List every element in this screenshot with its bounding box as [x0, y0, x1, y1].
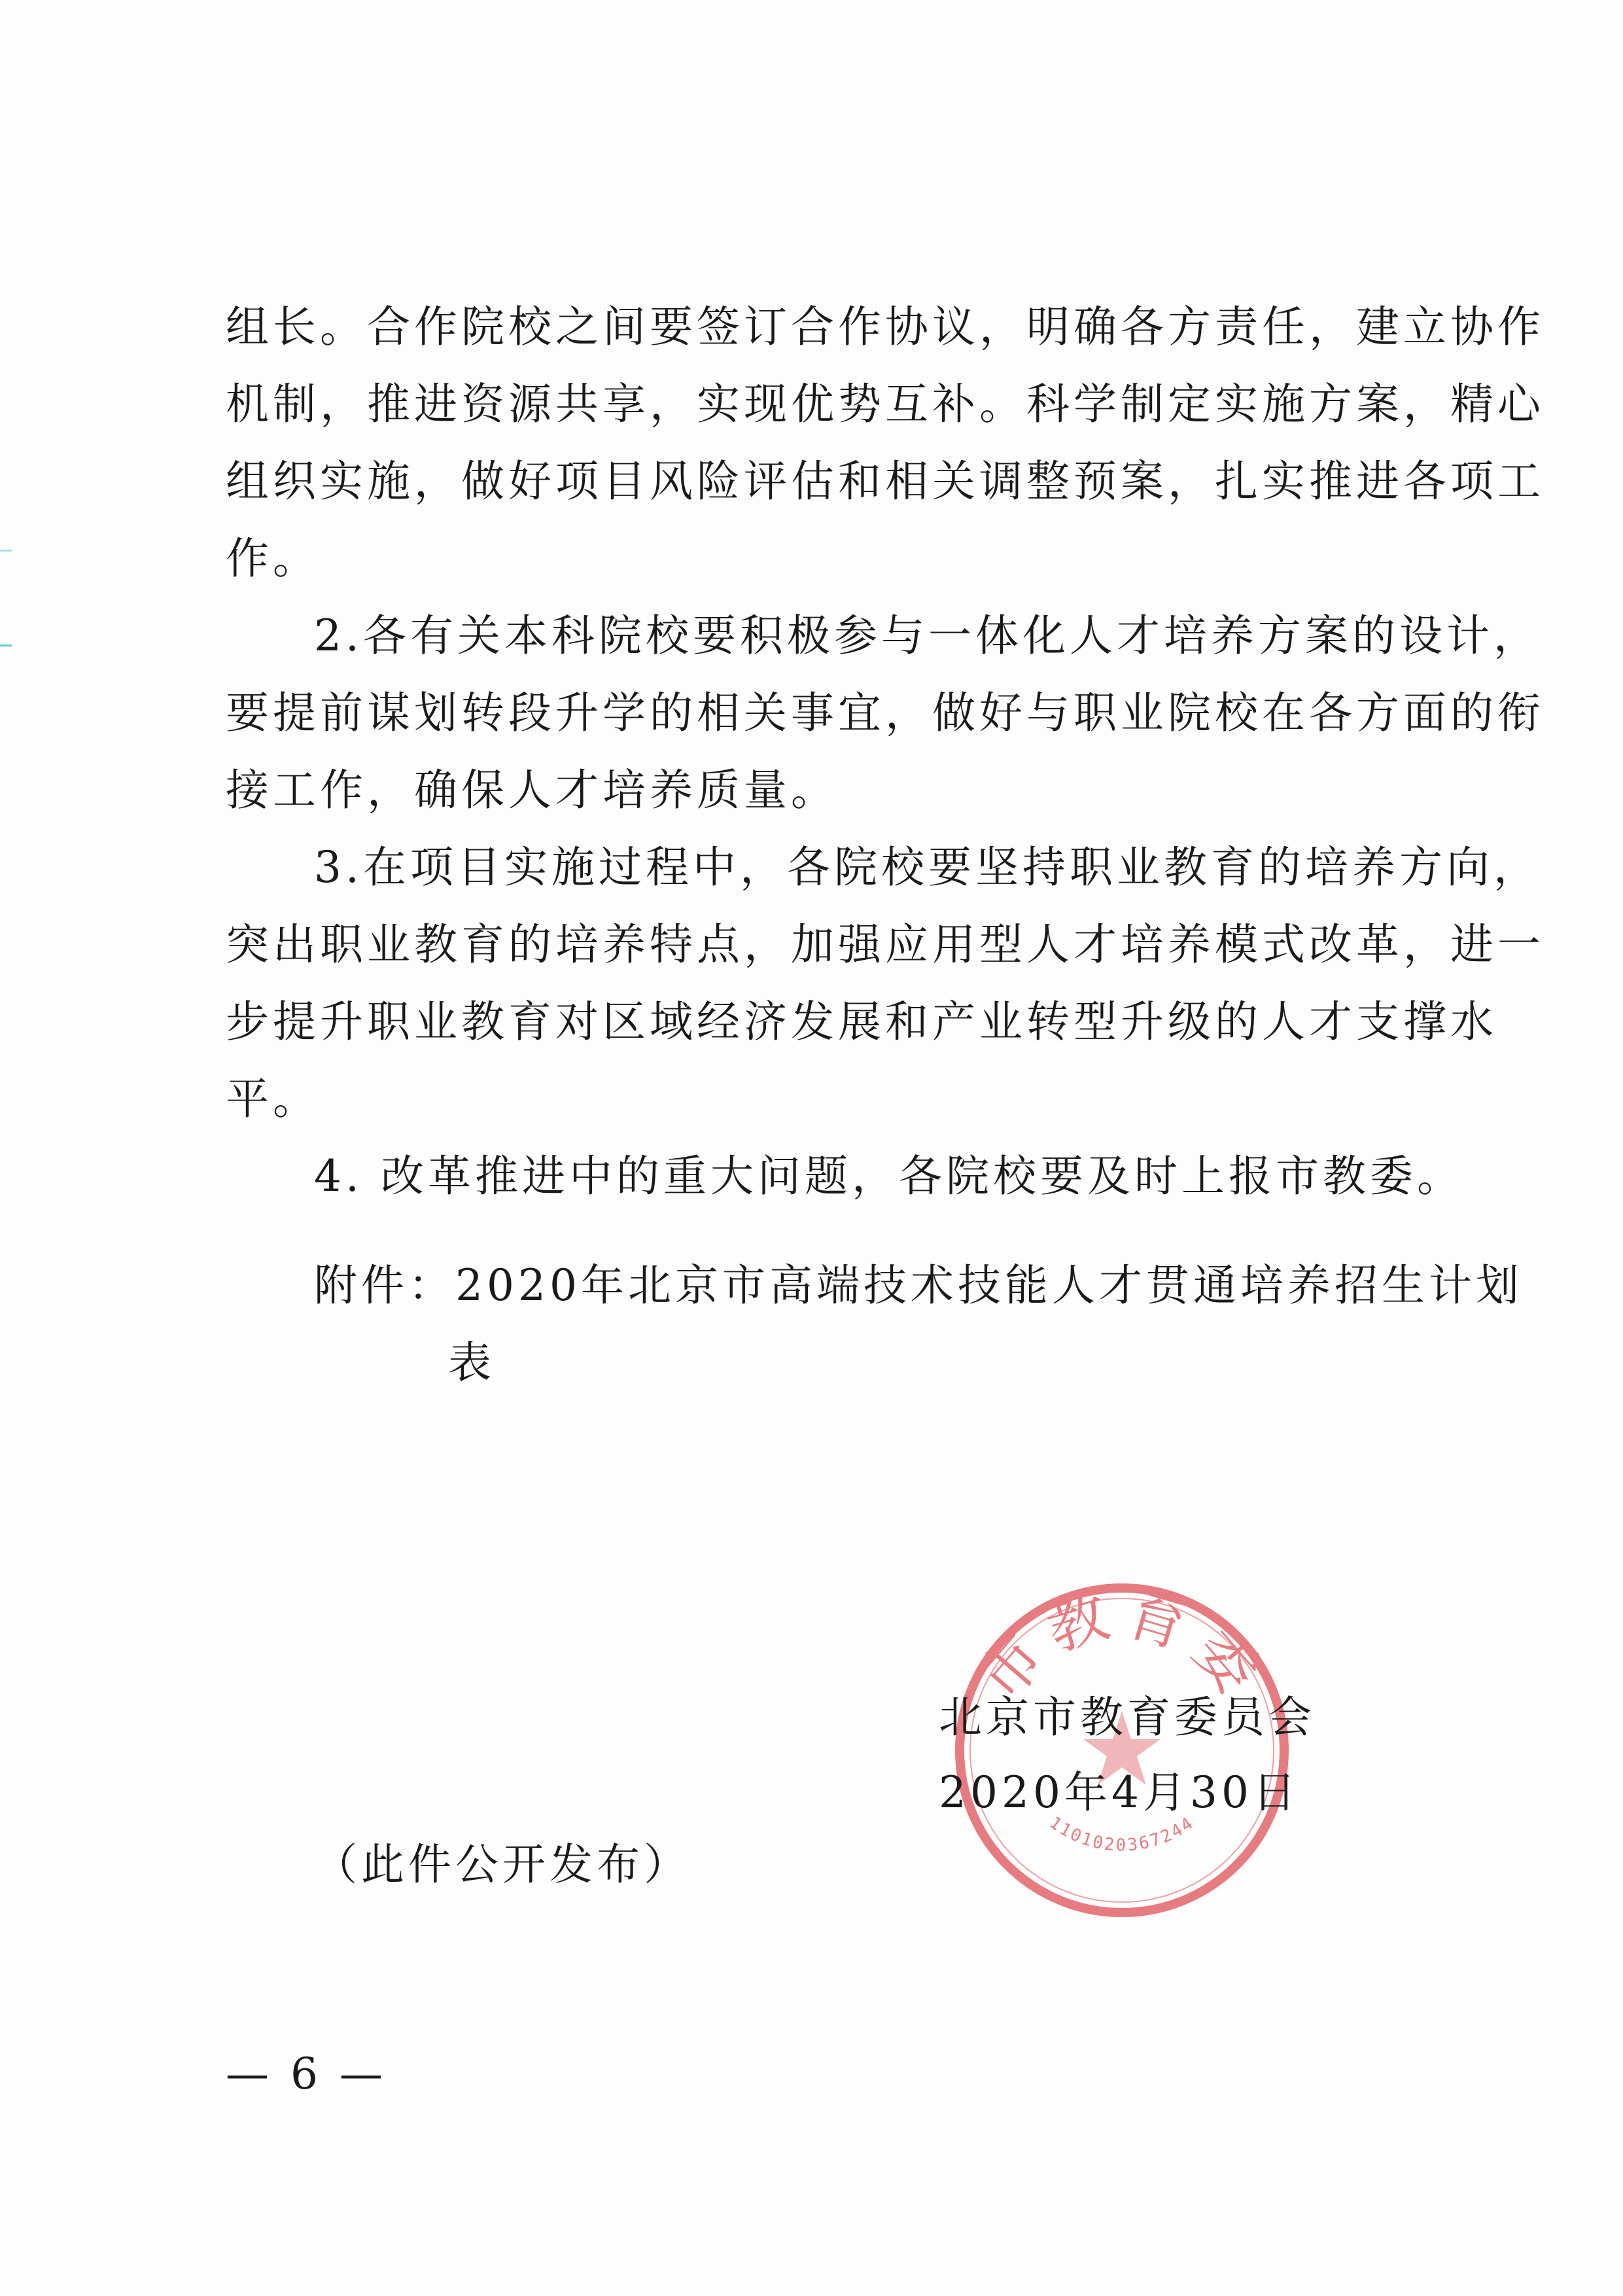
body-line: 突出职业教育的培养特点，加强应用型人才培养模式改革，进一: [226, 919, 1544, 970]
body-line: 步提升职业教育对区域经济发展和产业转型升级的人才支撑水: [226, 997, 1497, 1047]
body-line: 平。: [226, 1074, 320, 1124]
body-line: 2.各有关本科院校要积极参与一体化人才培养方案的设计，: [314, 610, 1541, 661]
body-line: 4. 改革推进中的重大问题，各院校要及时上报市教委。: [314, 1151, 1464, 1201]
body-line: 机制，推进资源共享，实现优势互补。科学制定实施方案，精心: [226, 379, 1544, 429]
seal-text: 市教育委: [965, 1578, 1279, 1714]
signature-org: 北京市教育委员会: [939, 1692, 1316, 1742]
body-line: 接工作，确保人才培养质量。: [226, 765, 838, 815]
body-line: 组织实施，做好项目风险评估和相关调整预案，扎实推进各项工: [226, 456, 1544, 506]
signature-date: 2020年4月30日: [939, 1767, 1300, 1818]
edge-mark: [0, 645, 12, 646]
attachment-line: 表: [448, 1337, 495, 1388]
body-line: 组长。合作院校之间要签订合作协议，明确各方责任，建立协作: [226, 302, 1544, 352]
seal-number: 1101020367244: [1045, 1812, 1198, 1856]
body-line: 要提前谋划转段升学的相关事宜，做好与职业院校在各方面的衔: [226, 688, 1544, 738]
page-number: — 6 —: [226, 2049, 387, 2099]
body-line: 作。: [226, 533, 320, 584]
attachment-line: 附件：2020年北京市高端技术技能人才贯通培养招生计划: [314, 1260, 1523, 1311]
edge-mark: [0, 550, 12, 552]
disclosure-note: （此件公开发布）: [314, 1839, 691, 1890]
body-line: 3.在项目实施过程中，各院校要坚持职业教育的培养方向，: [314, 842, 1541, 892]
